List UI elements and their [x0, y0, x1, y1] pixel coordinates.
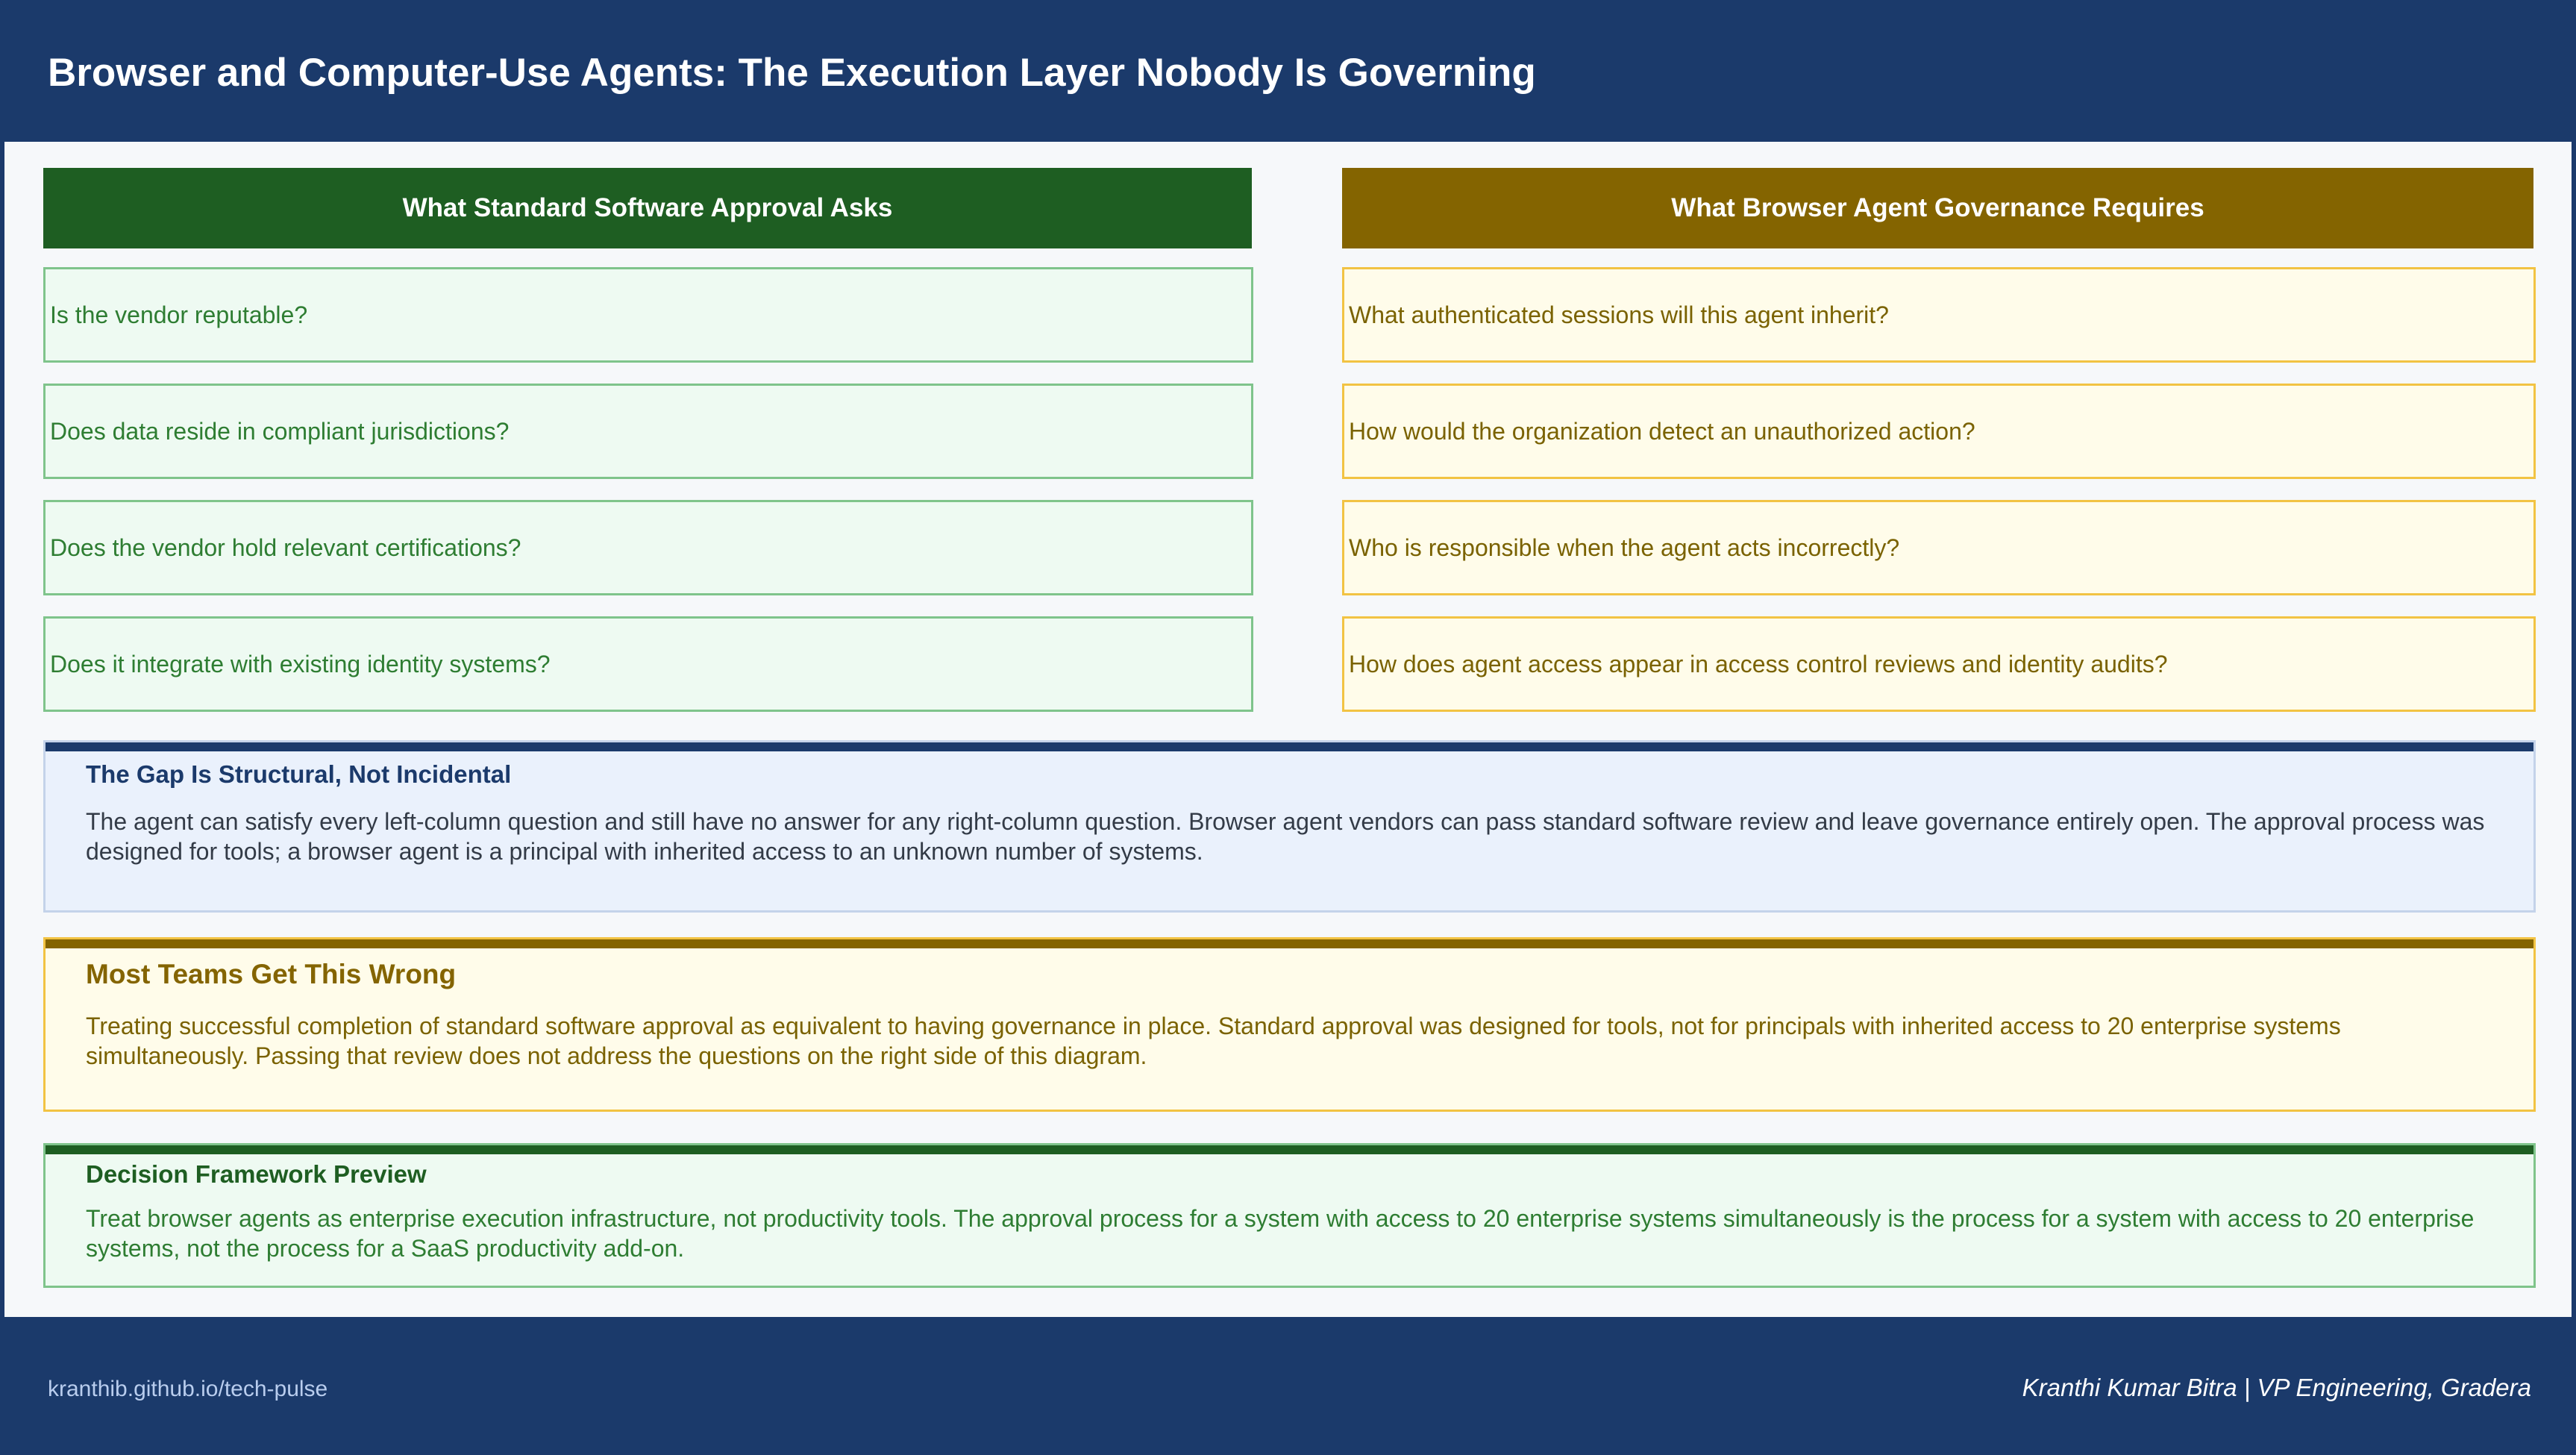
header — [0, 0, 2576, 142]
footer-author: Kranthi Kumar Bitra | VP Engineering, Gradera — [2022, 1374, 2531, 1401]
page-title: Browser and Computer-Use Agents: The Execution Layer Nobody Is Governing — [48, 51, 1536, 95]
gap-panel — [43, 740, 2536, 913]
left-question-4: Does it integrate with existing identity systems? — [43, 616, 1253, 712]
footer-link[interactable]: kranthib.github.io/tech-pulse — [48, 1377, 328, 1401]
wrong-panel — [43, 937, 2536, 1112]
left-question-2: Does data reside in compliant jurisdictions? — [43, 384, 1253, 479]
right-question-1: What authenticated sessions will this agent inherit? — [1342, 267, 2536, 363]
framework-panel — [43, 1143, 2536, 1288]
wrong-panel-title: Most Teams Get This Wrong — [86, 959, 457, 989]
wrong-panel-accent-bar — [46, 939, 2533, 948]
left-question-3: Does the vendor hold relevant certifications? — [43, 500, 1253, 595]
right-question-3: Who is responsible when the agent acts incorrectly? — [1342, 500, 2536, 595]
footer — [0, 1317, 2576, 1455]
framework-panel-text: Treat browser agents as enterprise execution infrastructure, not productivity tools. The approval process for a system with access to 20 enterprise systems simultaneously is the process for a system with access to 20 enterprise systems, not the process for a SaaS productivity add-on. — [86, 1205, 2475, 1262]
wrong-panel-text: Treating successful completion of standard software approval as equivalent to having governance in place. Standard approval was designed for tools, not for principals with inherited access to 20 enterprise systems simultaneously. Passing that review does not address the questions on the right side of this diagram. — [86, 1013, 2341, 1069]
right-column-header: What Browser Agent Governance Requires — [1342, 168, 2533, 248]
right-question-2: How would the organization detect an unauthorized action? — [1342, 384, 2536, 479]
gap-panel-title: The Gap Is Structural, Not Incidental — [86, 760, 512, 788]
diagram-body — [4, 142, 2572, 1317]
gap-panel-text: The agent can satisfy every left-column question and still have no answer for any right-column question. Browser agent vendors can pass standard software review and leave governance entirely open. The approval process was designed for tools; a browser agent is a principal with inherited access to an unknown number of systems. — [86, 808, 2485, 865]
left-column-header: What Standard Software Approval Asks — [43, 168, 1252, 248]
framework-panel-accent-bar — [46, 1145, 2533, 1154]
right-question-4: How does agent access appear in access control reviews and identity audits? — [1342, 616, 2536, 712]
framework-panel-title: Decision Framework Preview — [86, 1160, 427, 1188]
left-question-1: Is the vendor reputable? — [43, 267, 1253, 363]
gap-panel-accent-bar — [46, 742, 2533, 751]
